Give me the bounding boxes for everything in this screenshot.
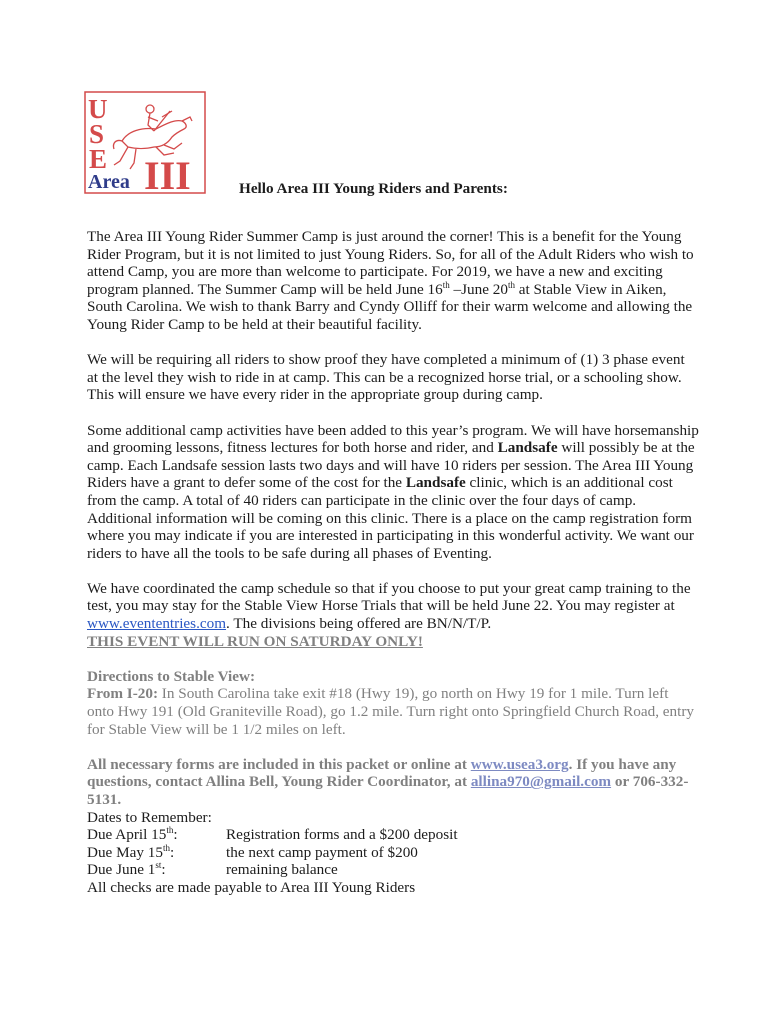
paragraph-horse-trials: We have coordinated the camp schedule so that if you choose to put your great camp training to the test, you may stay for the Stable View Horse Trials that will be held June 22. You may register at www.evententries.com. The divisions being offered are BN/N/T/P. THIS EVENT WILL RUN ON SATURDAY ONLY! xyxy=(87,579,691,650)
landsafe-label: Landsafe xyxy=(497,439,558,457)
logo-area-word: Area xyxy=(88,171,130,193)
paragraph-intro: The Area III Young Rider Summer Camp is just around the corner! This is a benefit for the Young Rider Program, but it is not limited to just Young Riders. So, for all of the Adult Riders who wish to attend Camp, you are more than welcome to participate. For 2019, we have a new and exciting program planned. The Summer Camp will be held June 16th –June 20th at Stable View in Aiken, South Carolina. We wish to thank Barry and Cyndy Olliff for their warm welcome and allowing the Young Rider Camp to be held at their beautiful facility. xyxy=(87,228,694,333)
logo-letter-u: U xyxy=(88,94,108,124)
paragraph-activities: Some additional camp activities have been added to this year’s program. We will have horsemanship and grooming lessons, fitness lectures for both horse and rider, and Landsafe will possibly be at the camp. Each Landsafe session lasts two days and will have 10 riders per session. The Area III Young Riders have a grant to defer some of the cost for the Landsafe clinic, which is an additional cost from the camp. A total of 40 riders can participate in the clinic over the four days of camp. Additional information will be coming on this clinic. There is a place on the camp registration form where you may indicate if you are interested in participating in this wonderful activity. We want our riders to have all the tools to be safe during all phases of Eventing. xyxy=(87,421,699,562)
checks-payable-note: All checks are made payable to Area III Young Riders xyxy=(87,878,416,896)
paragraph-directions: Directions to Stable View: From I-20: In South Carolina take exit #18 (Hwy 19), go north on Hwy 19 for 1 mile. Turn left onto Hwy 191 (Old Graniteville Road), go 1.2 mile. Turn right onto Springfield Church Road, entry for Stable View will be 1 1/2 miles on left. xyxy=(87,667,695,738)
usea3-link[interactable]: www.usea3.org xyxy=(470,755,569,773)
evententries-link[interactable]: www.evententries.com xyxy=(87,615,227,633)
directions-from-label: From I-20: xyxy=(87,685,158,703)
logo-area-number: III xyxy=(144,153,191,194)
logo-letter-e: E xyxy=(89,144,108,174)
landsafe-label: Landsafe xyxy=(405,474,466,492)
paragraph-requirements: We will be requiring all riders to show proof they have completed a minimum of (1) 3 phase event at the level they wish to ride in at camp. This can be a recognized horse trial, or a schooling show. This will ensure we have every rider in the appropriate group during camp. xyxy=(87,351,685,404)
paragraph-forms: All necessary forms are included in this packet or online at www.usea3.org. If you have any questions, contact Allina Bell, Young Rider Coordinator, at allina970@gmail.com or 706-332-5131. xyxy=(87,755,689,808)
letter-body xyxy=(87,228,699,897)
directions-heading: Directions to Stable View: xyxy=(87,667,256,685)
dates-heading: Dates to Remember: xyxy=(87,808,212,826)
usea-area-iii-logo xyxy=(84,91,206,194)
date-row: Due May 15th: the next camp payment of $200 xyxy=(87,842,418,861)
date-row: Due June 1st: remaining balance xyxy=(87,860,338,879)
logo-letter-s: S xyxy=(89,119,105,149)
email-link[interactable]: allina970@gmail.com xyxy=(470,773,612,791)
saturday-only-notice: THIS EVENT WILL RUN ON SATURDAY ONLY! xyxy=(87,632,423,650)
letter-greeting: Hello Area III Young Riders and Parents: xyxy=(239,180,508,197)
date-row: Due April 15th: Registration forms and a $200 deposit xyxy=(87,825,458,844)
